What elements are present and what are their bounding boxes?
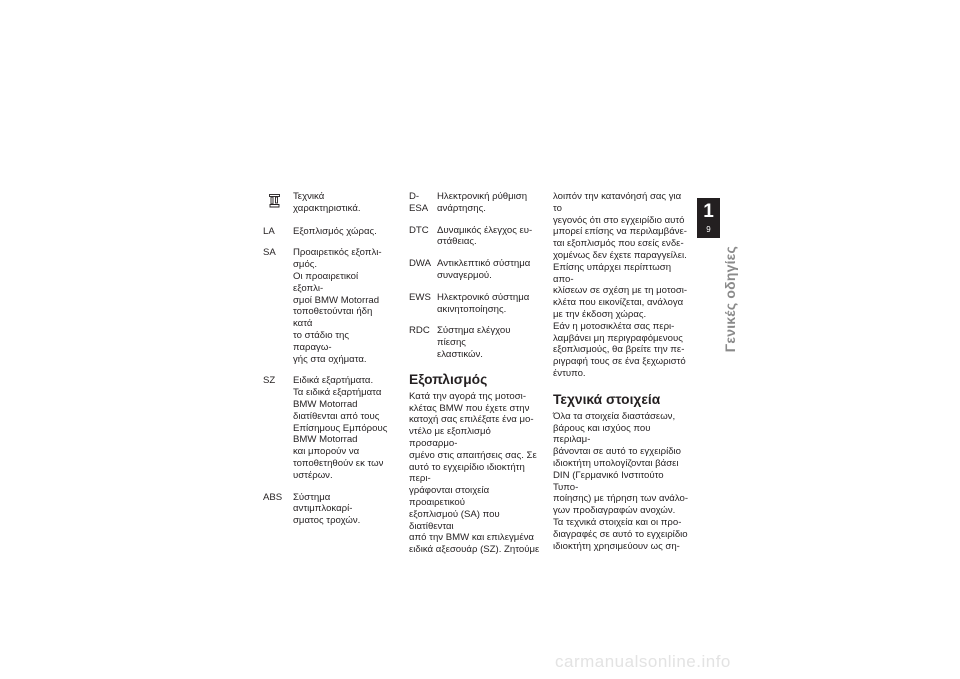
abbr-row-desa xyxy=(409,191,541,215)
abbr-desc: Προαιρετικός εξοπλι- σμός. Οι προαιρετικοί εξοπλι- σμοί BMW Motorrad τοποθετούνται ήδη κατά το στάδιο της παραγω- γής στα οχήματα. xyxy=(293,247,382,365)
watermark: carmanualsonline.info xyxy=(555,652,731,671)
abbr-code: RDC xyxy=(409,325,430,337)
column-3 xyxy=(553,191,688,552)
abbr-row-la xyxy=(263,226,388,238)
chapter-marker xyxy=(697,198,720,238)
equipment-heading: Εξοπλισμός xyxy=(409,371,488,387)
technical-data-heading: Τεχνικά στοιχεία xyxy=(553,391,661,407)
abbr-row-ews xyxy=(409,292,541,316)
abbr-code: ABS xyxy=(263,491,283,503)
abbr-code: D- ESA xyxy=(409,191,429,214)
abbr-desc: Ειδικά εξαρτήματα. Τα ειδικά εξαρτήματα BMW Motorrad διατίθενται από τους Επίσημους Εμπόρους BMW Motorrad και μπορούν να τοποθετηθούν εκ των υστέρων. xyxy=(293,375,388,481)
abbr-desc: Σύστημα ελέγχου πίεσης ελαστικών. xyxy=(437,325,511,360)
abbr-row-dwa xyxy=(409,258,541,282)
abbr-code: LA xyxy=(263,225,275,237)
chapter-number: 1 xyxy=(703,201,714,222)
abbr-code: DWA xyxy=(409,258,432,270)
abbr-desc: Ηλεκτρονική ρύθμιση ανάρτησης. xyxy=(437,191,528,214)
abbr-code: DTC xyxy=(409,224,429,236)
abbr-desc: Σύστημα αντιμπλοκαρί- σματος τροχών. xyxy=(293,491,361,527)
abbr-desc: Ηλεκτρονικό σύστημα ακινητοποίησης. xyxy=(437,291,530,315)
abbr-row-sa xyxy=(263,247,388,365)
abbr-row-rdc xyxy=(409,325,541,360)
page-number: 9 xyxy=(706,225,711,234)
tech-specs-icon xyxy=(263,191,293,215)
abbr-row-dtc xyxy=(409,225,541,249)
column-1 xyxy=(263,191,388,537)
technical-data-paragraph: Όλα τα στοιχεία διαστάσεων, βάρους και ισχύος που περιλαμ- βάνονται σε αυτό το εγχειρίδιο ιδιοκτήτη υπολογίζονται βάσει DIN (Γερμανικό Ινστιτούτο Τυπο- ποίησης) με τήρηση των ανάλο- γων προδιαγραφών ανοχών. Τα τεχνικά στοιχεία και οι προ- διαγραφές σε αυτό το εγχειρίδιο ιδιοκτήτη χρησιμεύουν ως ση- xyxy=(553,410,689,552)
section-title-vertical: Γενικές οδηγίες xyxy=(722,246,738,353)
tech-specs-row xyxy=(263,191,388,215)
abbr-row-abs xyxy=(263,492,388,527)
tech-specs-caption: Τεχνικά χαρακτηριστικά. xyxy=(293,191,361,214)
abbr-desc: Αντικλεπτικό σύστημα συναγερμού. xyxy=(437,258,531,281)
column-2 xyxy=(409,191,541,556)
abbr-desc: Δυναμικός έλεγχος ευ- στάθειας. xyxy=(437,224,533,248)
abbr-row-sz xyxy=(263,375,388,481)
abbr-code: SZ xyxy=(263,375,276,387)
equipment-paragraph-continued: λοιπόν την κατανόησή σας για το γεγονός ότι στο εγχειρίδιο αυτό μπορεί επίσης να περιλαμβάνε- ται εξοπλισμός που εσείς ενδε- χομένως δεν έχετε παραγγείλει. Επίσης υπάρχει περίπτωση απο- κλίσεων σε σχέση με τη μοτοσι- κλέτα που εικονίζεται, ανάλογα με την έκδοση χώρας. Εάν η μοτοσικλέτα σας περι- λαμβάνει μη περιγραφόμενους εξοπλισμούς, θα βρείτε την πε- ριγραφή τους σε ένα ξεχωριστό έντυπο. xyxy=(553,191,688,379)
equipment-paragraph: Κατά την αγορά της μοτοσι- κλέτας BMW που έχετε στην κατοχή σας επιλέξατε ένα μο- ντέλο με εξοπλισμό προσαρμο- σμένο στις απαιτήσεις σας. Σε αυτό το εγχειρίδιο ιδιοκτήτη περι- γράφονται στοιχεία προαιρετικού εξοπλισμού (SA) που διατίθενται από την BMW και επιλεγμένα ειδικά αξεσουάρ (SZ). Ζητούμε xyxy=(409,390,540,556)
abbr-code: EWS xyxy=(409,291,431,303)
abbr-desc: Εξοπλισμός χώρας. xyxy=(293,225,377,237)
abbr-code: SA xyxy=(263,247,276,259)
